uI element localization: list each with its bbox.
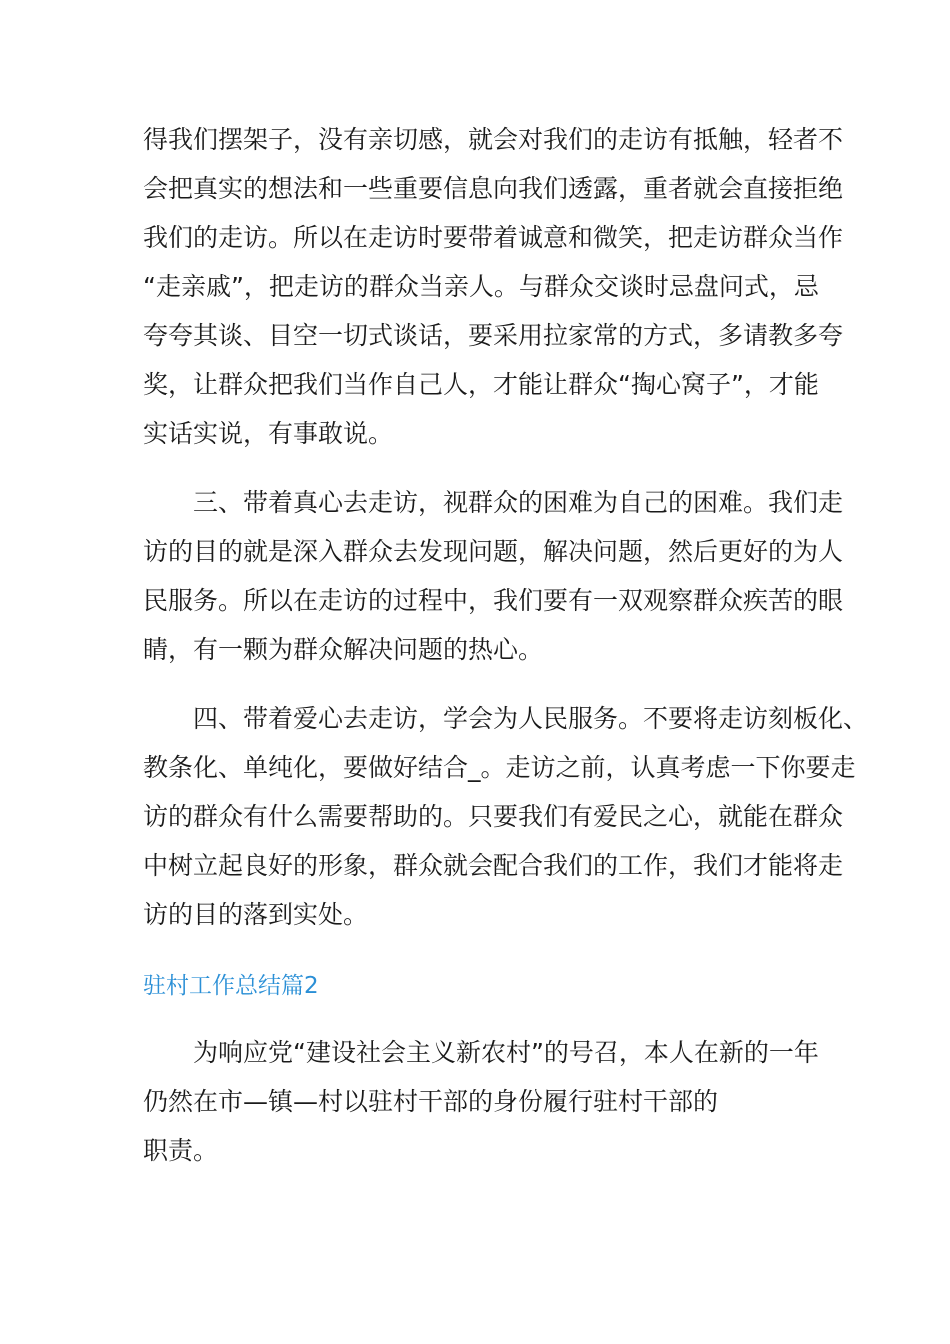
text-line: 我们的走访。所以在走访时要带着诚意和微笑，把走访群众当作 [143, 223, 844, 252]
text-line: 仍然在市—镇—村以驻村干部的身份履行驻村干部的 [143, 1087, 719, 1116]
text-line: 访的目的就是深入群众去发现问题，解决问题，然后更好的为人 [143, 537, 844, 566]
text-line: 睛，有一颗为群众解决问题的热心。 [143, 635, 544, 664]
text-line: 中树立起良好的形象，群众就会配合我们的工作，我们才能将走 [143, 851, 844, 880]
text-line: 四、带着爱心去走访，学会为人民服务。不要将走访刻板化、 [193, 704, 869, 733]
text-line: 职责。 [143, 1136, 219, 1165]
text-line: 民服务。所以在走访的过程中，我们要有一双观察群众疾苦的眼 [143, 586, 844, 615]
text-line: 三、带着真心去走访，视群众的困难为自己的困难。我们走 [193, 488, 844, 517]
text-line: 奖，让群众把我们当作自己人，才能让群众“掏心窝子”，才能 [143, 370, 819, 399]
text-line: 为响应党“建设社会主义新农村”的号召，本人在新的一年 [193, 1038, 819, 1067]
text-line: 访的群众有什么需要帮助的。只要我们有爱民之心，就能在群众 [143, 802, 844, 831]
section-heading: 驻村工作总结篇2 [143, 973, 319, 999]
text-line: 访的目的落到实处。 [143, 900, 369, 929]
text-line: 夸夸其谈、目空一切式谈话，要采用拉家常的方式，多请教多夸 [143, 321, 844, 350]
text-line: 得我们摆架子，没有亲切感，就会对我们的走访有抵触，轻者不 [143, 125, 844, 154]
text-line: 教条化、单纯化，要做好结合_。走访之前，认真考虑一下你要走 [143, 753, 856, 782]
text-line: 会把真实的想法和一些重要信息向我们透露，重者就会直接拒绝 [143, 174, 844, 203]
text-line: 实话实说，有事敢说。 [143, 419, 394, 448]
text-line: “走亲戚”，把走访的群众当亲人。与群众交谈时忌盘问式，忌 [143, 272, 819, 301]
